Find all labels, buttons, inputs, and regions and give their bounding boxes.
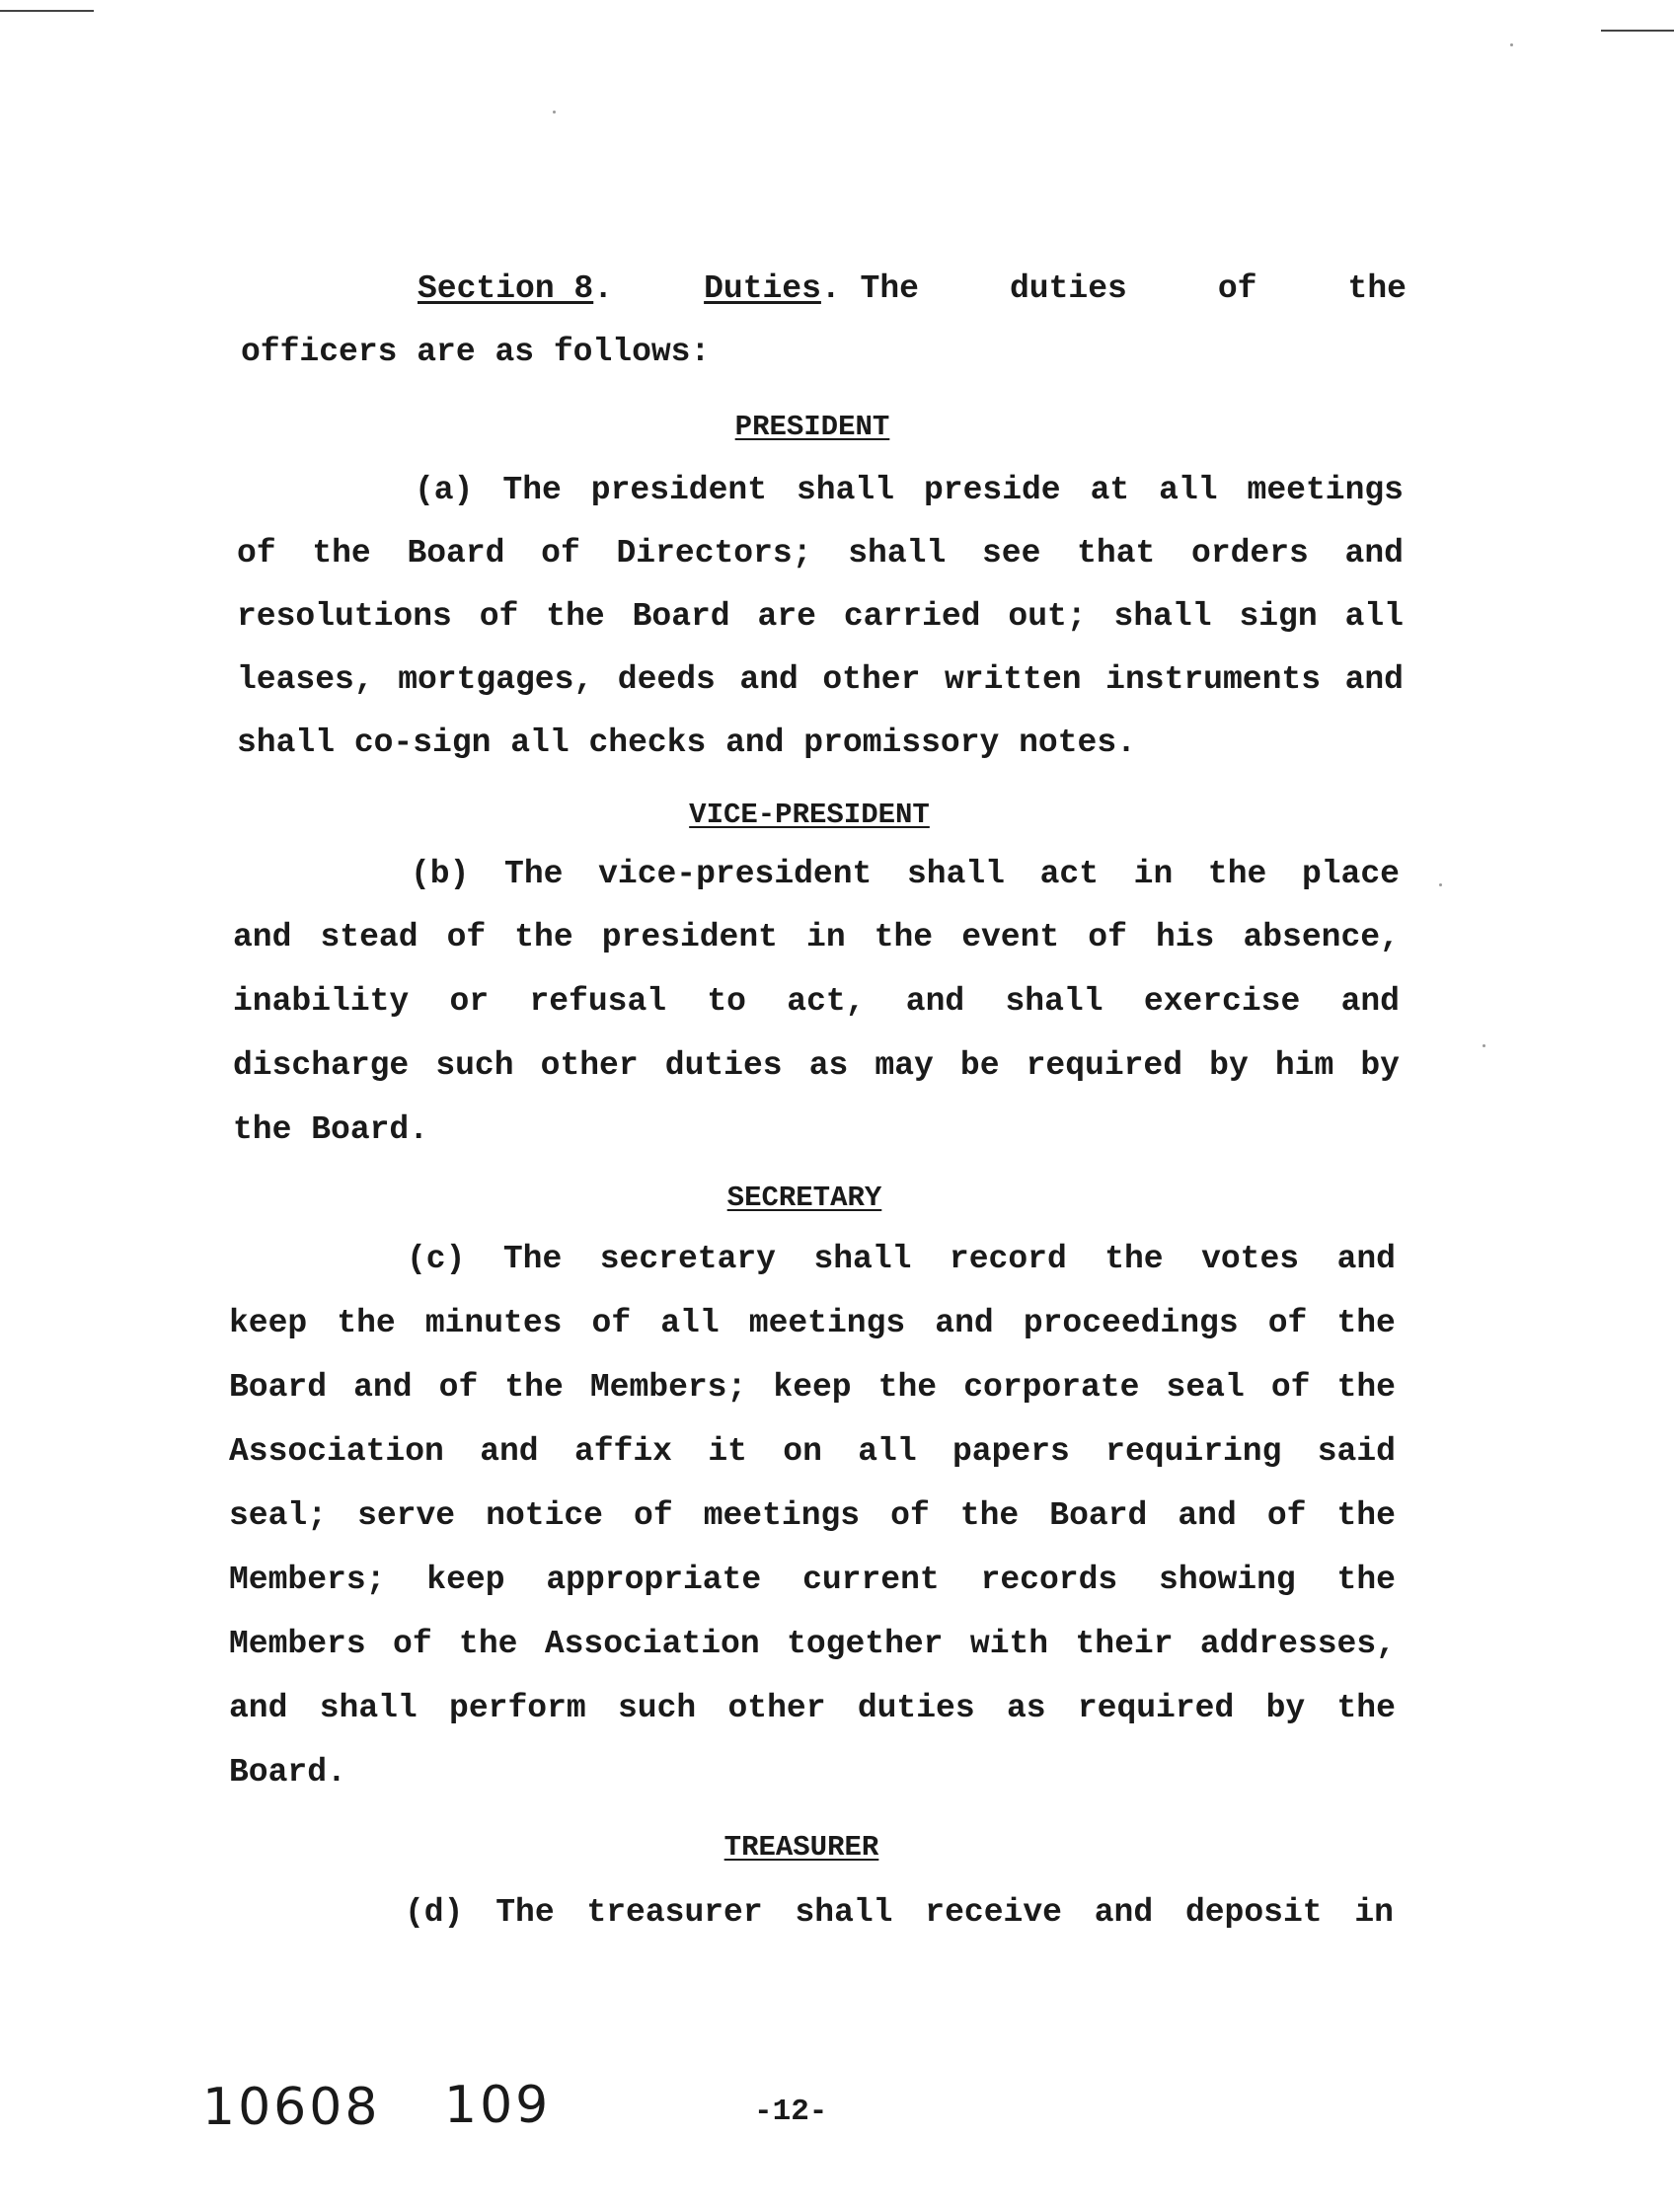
word: (b): [411, 856, 470, 892]
word: Members;: [229, 1562, 386, 1598]
word: discharge: [233, 1047, 410, 1084]
word: shall: [795, 1894, 893, 1931]
word: out;: [1008, 598, 1087, 635]
word: of: [634, 1497, 673, 1534]
word: (a): [415, 472, 474, 508]
word: see: [981, 535, 1041, 572]
word: and: [1344, 535, 1404, 572]
scan-speck: [1483, 1044, 1485, 1047]
word: by: [1360, 1047, 1400, 1084]
word: preside: [923, 472, 1061, 508]
word: treasurer: [586, 1894, 763, 1931]
word: in: [806, 919, 846, 955]
word: of: [1217, 270, 1257, 307]
word: and: [1178, 1497, 1237, 1534]
word: all: [858, 1433, 917, 1470]
word: deposit: [1184, 1894, 1323, 1931]
word: required: [1026, 1047, 1183, 1084]
word: Directors;: [616, 535, 812, 572]
word: (c): [407, 1241, 466, 1277]
word: stead: [320, 919, 418, 955]
scan-speck: [553, 111, 556, 114]
word: votes: [1201, 1241, 1300, 1277]
word: the: [1104, 1241, 1164, 1277]
word: all: [660, 1305, 720, 1341]
word: proceedings: [1023, 1305, 1239, 1341]
word: by: [1209, 1047, 1249, 1084]
word: the: [1207, 856, 1267, 892]
text-line: [229, 1753, 346, 1792]
word: the: [514, 919, 573, 955]
word: carried: [843, 598, 981, 635]
word: mortgages,: [398, 661, 594, 698]
word: records: [980, 1562, 1118, 1598]
word: sign: [1239, 598, 1318, 635]
intro-text: officers are as follows:: [241, 334, 711, 370]
word: it: [708, 1433, 747, 1470]
word: Board: [1049, 1497, 1148, 1534]
word: act,: [787, 983, 866, 1020]
word: of: [1267, 1305, 1308, 1341]
word: refusal: [529, 983, 667, 1020]
text-line: [233, 982, 1400, 1022]
section-heading-line: [418, 269, 1407, 309]
heading-treasurer: TREASURER: [723, 1831, 879, 1864]
word: secretary: [599, 1241, 776, 1277]
word: shall: [848, 535, 947, 572]
word: said: [1317, 1433, 1396, 1470]
word: of: [541, 535, 580, 572]
word: shall: [319, 1690, 418, 1726]
word: event: [961, 919, 1060, 955]
word: shall: [1113, 598, 1212, 635]
word: of: [591, 1305, 632, 1341]
word: the: [337, 1305, 396, 1341]
text-line: [229, 1304, 1396, 1343]
word: The: [502, 472, 562, 508]
word: president: [601, 919, 778, 955]
text-line: [229, 1625, 1396, 1664]
word: leases,: [237, 661, 374, 698]
text-line: [233, 918, 1400, 957]
word: appropriate: [546, 1562, 762, 1598]
word: and: [229, 1690, 288, 1726]
word: and: [480, 1433, 539, 1470]
word: of: [1088, 919, 1127, 955]
word: orders: [1191, 535, 1309, 572]
heading-president: PRESIDENT: [734, 411, 890, 443]
word: together: [787, 1626, 944, 1662]
word: with: [969, 1626, 1049, 1662]
text-line: [405, 1893, 1394, 1933]
word: at: [1090, 472, 1130, 508]
word: the: [877, 1369, 938, 1406]
word: and: [1336, 1241, 1396, 1277]
word: the: [959, 1497, 1020, 1534]
word: addresses,: [1199, 1626, 1396, 1662]
word: the: [1336, 1369, 1396, 1406]
word: corporate: [963, 1369, 1140, 1406]
word: other: [822, 661, 921, 698]
word: current: [802, 1562, 940, 1598]
word: him: [1274, 1047, 1334, 1084]
word: The: [502, 1241, 563, 1277]
word: Board: [632, 598, 730, 635]
word: resolutions: [237, 598, 452, 635]
word: of: [438, 1369, 479, 1406]
word: The: [495, 1894, 555, 1931]
word: minutes: [424, 1305, 563, 1341]
word: such: [435, 1047, 514, 1084]
word: Board: [407, 535, 505, 572]
word: the: [459, 1626, 518, 1662]
heading-vice-president: VICE-PRESIDENT: [689, 799, 930, 831]
word: of: [890, 1497, 930, 1534]
word: duties: [1010, 270, 1127, 307]
word: keep: [773, 1369, 852, 1406]
word: of: [1270, 1369, 1311, 1406]
word: requiring: [1105, 1433, 1282, 1470]
word: the: [504, 1369, 564, 1406]
word: on: [783, 1433, 822, 1470]
word: serve: [357, 1497, 456, 1534]
text-line: [237, 724, 1136, 763]
line-text: Board.: [229, 1754, 346, 1791]
text-line: [233, 1046, 1400, 1086]
word: receive: [925, 1894, 1062, 1931]
intro-line: [241, 333, 710, 372]
word: as: [808, 1047, 849, 1084]
word: required: [1077, 1690, 1235, 1726]
word: by: [1265, 1690, 1306, 1726]
word: inability: [233, 983, 410, 1020]
word: are: [757, 598, 816, 635]
word: shall: [906, 856, 1005, 892]
word: vice-president: [598, 856, 873, 892]
word: showing: [1159, 1562, 1296, 1598]
word: notice: [486, 1497, 603, 1534]
word: keep: [229, 1305, 308, 1341]
word: the: [1336, 1690, 1396, 1726]
word: The: [504, 856, 564, 892]
word: that: [1077, 535, 1156, 572]
word: exercise: [1143, 983, 1301, 1020]
word: Members: [229, 1626, 366, 1662]
word: Association: [544, 1626, 760, 1662]
word: meetings: [748, 1305, 906, 1341]
scan-edge-mark: [0, 10, 94, 12]
word: president: [590, 472, 768, 508]
text-line: [233, 1110, 428, 1150]
word: the: [1336, 1305, 1396, 1341]
page-reference-number: 109: [444, 2076, 552, 2135]
word: the: [874, 919, 934, 955]
word: may: [875, 1047, 934, 1084]
word: act: [1039, 856, 1100, 892]
word: the: [1347, 270, 1407, 307]
word: Board: [229, 1369, 328, 1406]
text-line: [407, 1240, 1396, 1279]
word: or: [449, 983, 490, 1020]
word: perform: [449, 1690, 586, 1726]
heading-secretary: SECRETARY: [726, 1182, 882, 1214]
word: meetings: [703, 1497, 861, 1534]
word: Association: [229, 1433, 444, 1470]
word: as: [1006, 1690, 1046, 1726]
word: seal;: [229, 1497, 328, 1534]
word: record: [949, 1241, 1067, 1277]
scan-edge-mark: [1601, 30, 1674, 32]
word: their: [1075, 1626, 1174, 1662]
word: other: [540, 1047, 639, 1084]
word: of: [479, 598, 519, 635]
word: all: [1344, 598, 1404, 635]
word: his: [1155, 919, 1215, 955]
word: absence,: [1243, 919, 1400, 955]
text-line: [229, 1432, 1396, 1472]
word: shall: [796, 472, 895, 508]
word: and: [233, 919, 292, 955]
word: of: [393, 1626, 432, 1662]
word: duties: [857, 1690, 975, 1726]
text-line: [237, 534, 1404, 573]
word: and: [739, 661, 799, 698]
word: of: [446, 919, 487, 955]
word: instruments: [1105, 661, 1321, 698]
word: of: [237, 535, 276, 572]
word: and: [1094, 1894, 1154, 1931]
word: the: [546, 598, 605, 635]
word: shall: [1005, 983, 1103, 1020]
word: the: [312, 535, 371, 572]
word: place: [1301, 856, 1400, 892]
word: affix: [573, 1433, 672, 1470]
section-title: Duties. The: [704, 270, 919, 307]
text-line: [229, 1496, 1396, 1536]
word: written: [944, 661, 1082, 698]
line-text: shall co-sign all checks and promissory notes.: [237, 725, 1136, 761]
text-line: [229, 1561, 1396, 1600]
word: Members;: [589, 1369, 747, 1406]
word: papers: [952, 1433, 1070, 1470]
scan-speck: [1510, 43, 1513, 46]
word: and: [935, 1305, 994, 1341]
word: and: [1340, 983, 1400, 1020]
word: and: [1344, 661, 1404, 698]
word: in: [1354, 1894, 1394, 1931]
word: (d): [405, 1894, 464, 1931]
text-line: [229, 1368, 1396, 1408]
word: of: [1266, 1497, 1307, 1534]
page-number: -12-: [754, 2095, 828, 2129]
word: shall: [813, 1241, 912, 1277]
word: and: [353, 1369, 413, 1406]
word: keep: [426, 1562, 505, 1598]
text-line: [415, 471, 1404, 510]
scan-speck: [1439, 883, 1442, 886]
word: the: [1336, 1562, 1396, 1598]
word: other: [727, 1690, 826, 1726]
text-line: [411, 855, 1400, 894]
word: the: [1336, 1497, 1396, 1534]
word: seal: [1166, 1369, 1245, 1406]
word: meetings: [1247, 472, 1404, 508]
text-line: [229, 1689, 1396, 1728]
word: duties: [664, 1047, 783, 1084]
book-number: 10608: [202, 2078, 381, 2137]
section-label: Section 8.: [418, 270, 614, 307]
text-line: [237, 660, 1404, 700]
word: such: [617, 1690, 697, 1726]
word: deeds: [617, 661, 716, 698]
word: be: [959, 1047, 1000, 1084]
line-text: the Board.: [233, 1111, 429, 1148]
word: in: [1133, 856, 1174, 892]
word: and: [905, 983, 965, 1020]
text-line: [237, 597, 1404, 637]
word: to: [707, 983, 746, 1020]
word: all: [1159, 472, 1218, 508]
